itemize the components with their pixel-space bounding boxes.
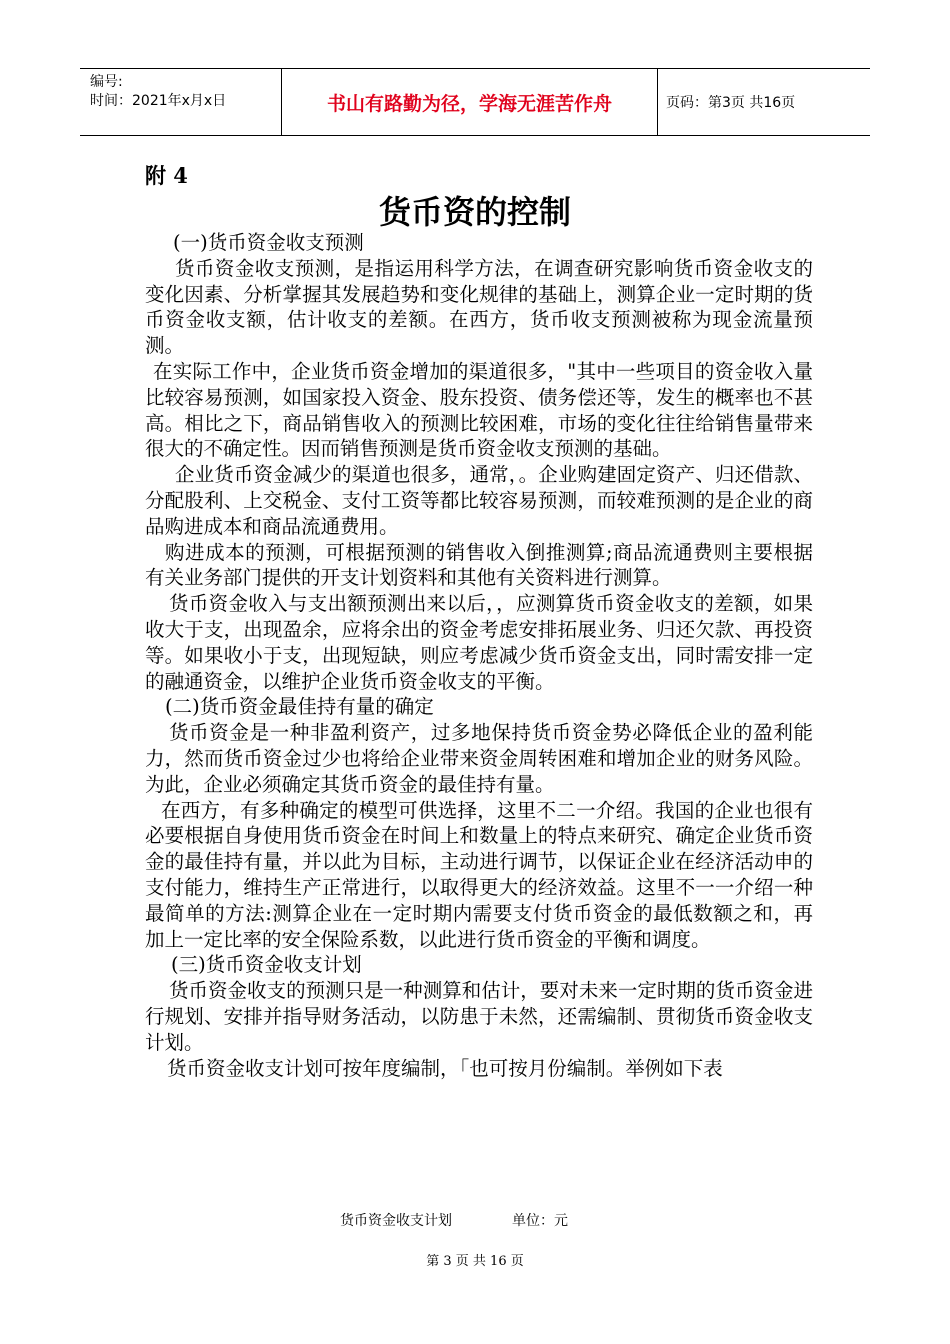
section-heading-1: (一)货币资金收支预测 bbox=[173, 231, 364, 254]
header-motto: 书山有路勤为径，学海无涯苦作舟 bbox=[282, 69, 658, 135]
paragraph: 在实际工作中，企业货币资金增加的渠道很多，"其中一些项目的资金收入量比较容易预测，如国家投入资金、股东投资、债务偿还等，发生的概率也不甚高。相比之下，商品销售收入的预测比较困难，市场的变化往往给销售量带来很大的不确定性。因而销售预测是货币资金收支预测的基础。 bbox=[145, 359, 813, 461]
paragraph: 货币资金收入与支出额预测出来以后，，应测算货币资金收支的差额，如果收大于支，出现盈余，应将余出的资金考虑安排拓展业务、归还欠款、再投资等。如果收小于支，出现短缺，则应考虑减少货币资金支出，同时需安排一定的融通资金，以维护企业货币资金收支的平衡。 bbox=[145, 592, 813, 693]
paragraph: 货币资金收支预测，是指运用科学方法，在调查研究影响货币资金收支的变化因素、分析掌握其发展趋势和变化规律的基础上，测算企业一定时期的货币资金收支额，估计收支的差额。在西方，货币收支预测被称为现金流量预测。 bbox=[145, 256, 813, 358]
paragraph: 货币资金是一种非盈利资产，过多地保持货币资金势必降低企业的盈利能力，然而货币资金过少也将给企业带来资金周转困难和增加企业的财务风险。为此，企业必须确定其货币资金的最佳持有量。 bbox=[145, 721, 813, 796]
table-caption-title: 货币资金收支计划 bbox=[340, 1213, 452, 1229]
section-heading-3: (三)货币资金收支计划 bbox=[171, 953, 362, 977]
paragraph: 购进成本的预测，可根据预测的销售收入倒推测算;商品流通费则主要根据有关业务部门提供的开支计划资料和其他有关资料进行测算。 bbox=[145, 540, 813, 590]
section-heading-2: (二)货币资金最佳持有量的确定 bbox=[165, 695, 434, 719]
table-caption bbox=[340, 1210, 568, 1230]
page-header bbox=[80, 68, 870, 136]
header-page-info: 页码：第3页 共16页 bbox=[666, 95, 796, 111]
paragraph: 企业货币资金减少的渠道也很多，通常，。企业购建固定资产、归还借款、分配股利、上交税金、支付工资等都比较容易预测，而较难预测的是企业的商品购进成本和商品流通费用。 bbox=[145, 463, 813, 538]
document-number-label: 编号: bbox=[90, 74, 123, 90]
paragraph: 货币资金收支的预测只是一种测算和估计，要对未来一定时期的货币资金进行规划、安排并指导财务活动，以防患于未然，还需编制、贯彻货币资金收支计划。 bbox=[145, 979, 813, 1054]
header-meta bbox=[80, 69, 282, 135]
document-time-label: 时间：2021年x月x日 bbox=[90, 93, 227, 109]
document-body bbox=[145, 230, 813, 1081]
paragraph: 在西方，有多种确定的模型可供选择，这里不二一介绍。我国的企业也很有必要根据自身使用货币资金在时间上和数量上的特点来研究、确定企业货币资金的最佳持有量，并以此为目标，主动进行调节，以保证企业在经济活动申的支付能力，维持生产正常进行，以取得更大的经济效益。这里不一一介绍一种最简单的方法:测算企业在一定时期内需要支付货币资金的最低数额之和，再加上一定比率的安全保险系数，以此进行货币资金的平衡和调度。 bbox=[145, 798, 813, 951]
appendix-label: 附 4 bbox=[145, 163, 188, 188]
page-footer: 第 3 页 共 16 页 bbox=[426, 1254, 524, 1269]
document-title: 货币资的控制 bbox=[378, 193, 571, 231]
paragraph: 货币资金收支计划可按年度编制，「也可按月份编制。举例如下表 bbox=[167, 1056, 723, 1080]
table-caption-unit: 单位：元 bbox=[512, 1213, 568, 1229]
